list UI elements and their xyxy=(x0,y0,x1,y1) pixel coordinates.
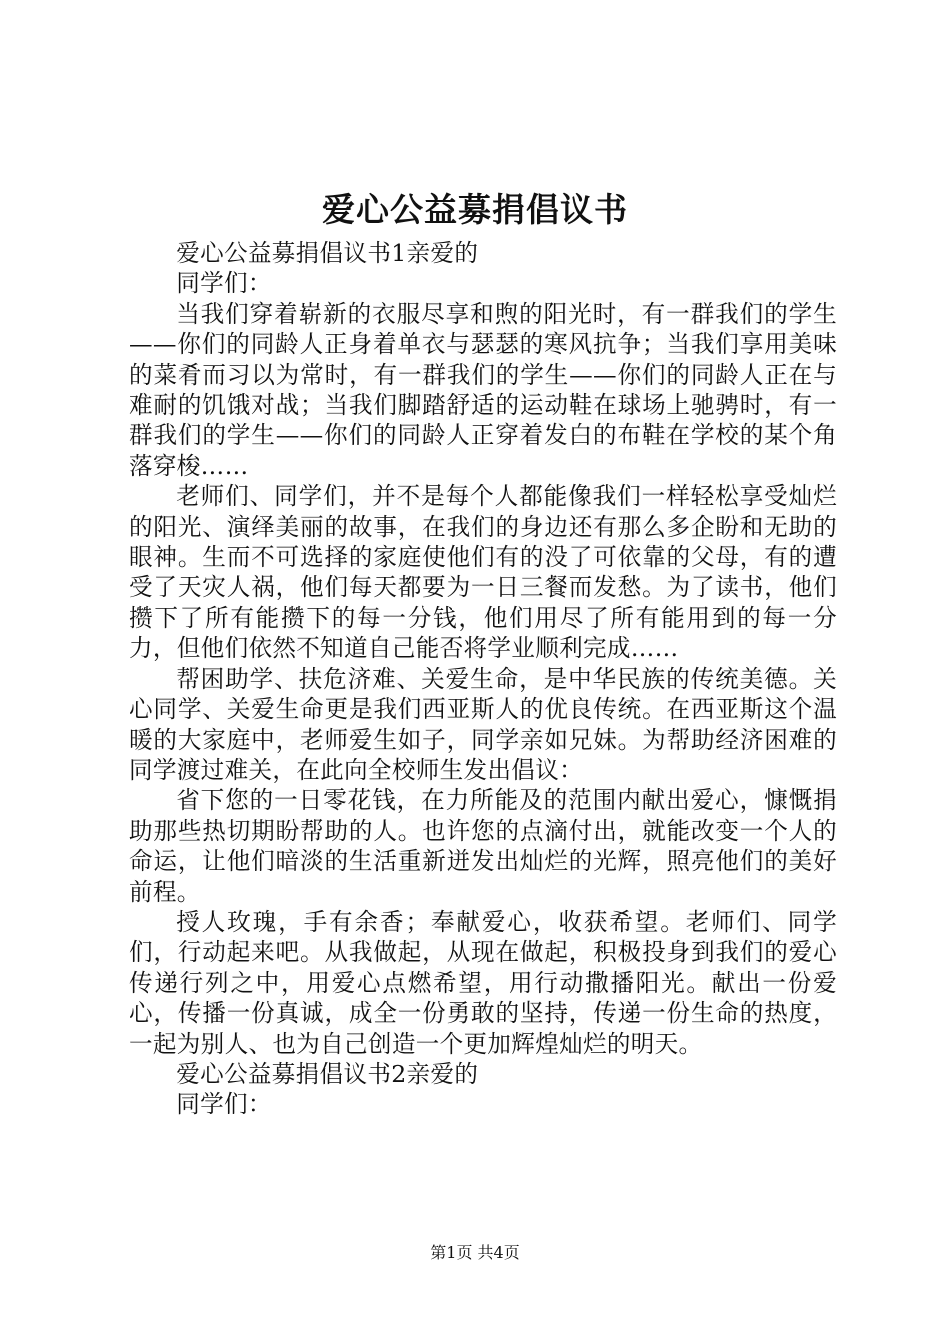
paragraph-body: 当我们穿着崭新的衣服尽享和煦的阳光时，有一群我们的学生——你们的同龄人正身着单衣与瑟瑟的寒风抗争；当我们享用美味的菜肴而习以为常时，有一群我们的学生——你们的同龄人正在与难耐的饥饿对战；当我们脚踏舒适的运动鞋在球场上驰骋时，有一群我们的学生——你们的同龄人正穿着发白的布鞋在学校的某个角落穿梭…… xyxy=(129,299,837,480)
paragraph-salutation-1: 同学们： xyxy=(176,269,272,298)
document-title: 爱心公益募捐倡议书 xyxy=(322,190,628,229)
page-footer: 第1页 共4页 xyxy=(430,1243,520,1262)
paragraph-salutation-2: 同学们： xyxy=(176,1090,272,1119)
paragraph-body: 老师们、同学们，并不是每个人都能像我们一样轻松享受灿烂的阳光、演绎美丽的故事，在我们的身边还有那么多企盼和无助的眼神。生而不可选择的家庭使他们有的没了可依靠的父母，有的遭受了天灾人祸，他们每天都要为一日三餐而发愁。为了读书，他们攒下了所有能攒下的每一分钱，他们用尽了所有能用到的每一分力，但他们依然不知道自己能否将学业顺利完成…… xyxy=(129,482,837,663)
paragraph-body: 帮困助学、扶危济难、关爱生命，是中华民族的传统美德。关心同学、关爱生命更是我们西亚斯人的优良传统。在西亚斯这个温暖的大家庭中，老师爱生如子，同学亲如兄妹。为帮助经济困难的同学渡过难关，在此向全校师生发出倡议： xyxy=(129,664,837,784)
paragraph-letter-2-heading: 爱心公益募捐倡议书2亲爱的 xyxy=(176,1059,479,1088)
paragraph-body: 授人玫瑰，手有余香；奉献爱心，收获希望。老师们、同学们，行动起来吧。从我做起，从现在做起，积极投身到我们的爱心传递行列之中，用爱心点燃希望，用行动撒播阳光。献出一份爱心，传播一份真诚，成全一份勇敢的坚持，传递一份生命的热度，一起为别人、也为自己创造一个更加辉煌灿烂的明天。 xyxy=(129,907,837,1058)
document-body xyxy=(129,238,837,1120)
paragraph-body: 省下您的一日零花钱，在力所能及的范围内献出爱心，慷慨捐助那些热切期盼帮助的人。也许您的点滴付出，就能改变一个人的命运，让他们暗淡的生活重新迸发出灿烂的光辉，照亮他们的美好前程。 xyxy=(129,786,837,906)
paragraph-letter-1-heading: 爱心公益募捐倡议书1亲爱的 xyxy=(176,239,479,267)
